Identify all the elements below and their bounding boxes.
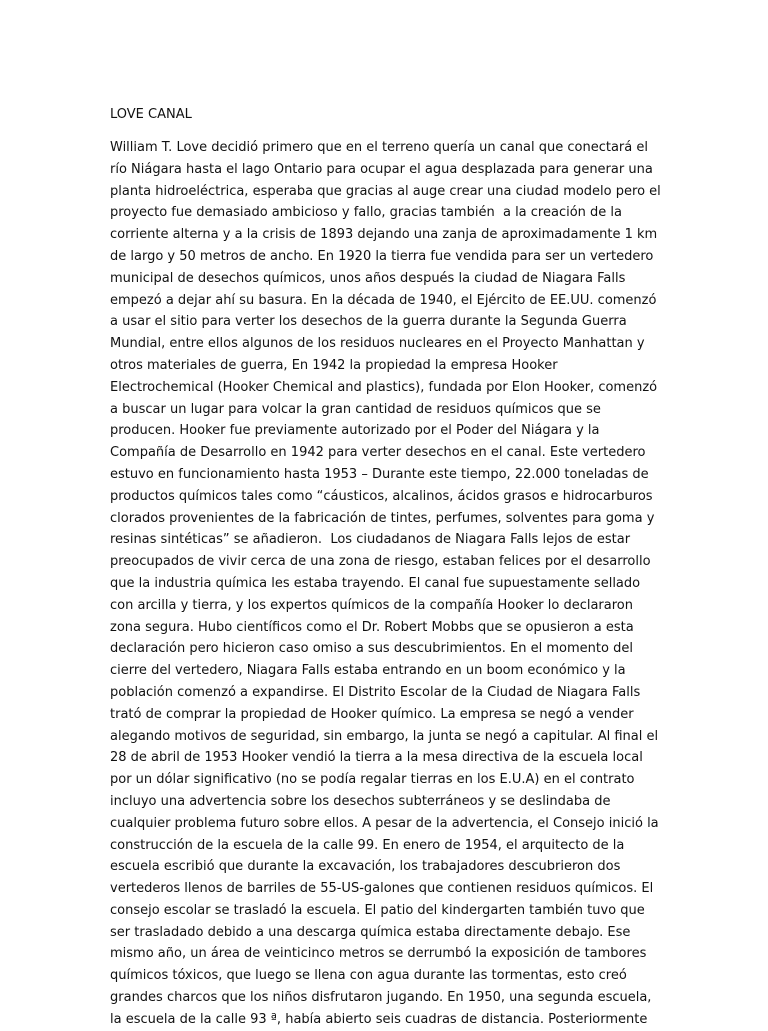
body-text-line: trató de comprar la propiedad de Hooker químico. La empresa se negó a vender: [110, 706, 634, 722]
body-text-line: clorados provenientes de la fabricación de tintes, perfumes, solventes para goma y: [110, 510, 655, 526]
body-text-line: por un dólar significativo (no se podía regalar tierras en los E.U.A) en el contrato: [110, 772, 635, 788]
body-text-line: corriente alterna y a la crisis de 1893 dejando una zanja de aproximadamente 1 km: [110, 227, 658, 243]
body-text-line: con arcilla y tierra, y los expertos químicos de la compañía Hooker lo declararon: [110, 597, 633, 613]
body-text-line: población comenzó a expandirse. El Distrito Escolar de la Ciudad de Niagara Falls: [110, 684, 641, 700]
body-text-line: incluyo una advertencia sobre los desechos subterráneos y se deslindaba de: [110, 793, 611, 809]
body-text-line: William T. Love decidió primero que en el terreno quería un canal que conectará el: [110, 140, 648, 155]
body-text-line: Mundial, entre ellos algunos de los residuos nucleares en el Proyecto Manhattan y: [110, 336, 645, 352]
body-text-line: que la industria química les estaba trayendo. El canal fue supuestamente sellado: [110, 575, 641, 591]
body-text-line: químicos tóxicos, que luego se llena con agua durante las tormentas, esto creó: [110, 968, 627, 984]
body-text-line: Compañía de Desarrollo en 1942 para verter desechos en el canal. Este vertedero: [110, 445, 646, 461]
body-text-line: producen. Hooker fue previamente autorizado por el Poder del Niágara y la: [110, 423, 600, 439]
body-text-line: alegando motivos de seguridad, sin embargo, la junta se negó a capitular. Al final el: [110, 728, 659, 744]
body-text-line: otros materiales de guerra, En 1942 la propiedad la empresa Hooker: [110, 357, 558, 373]
body-text-line: mismo año, un área de veinticinco metros se derrumbó la exposición de tambores: [110, 946, 647, 962]
body-text-line: de largo y 50 metros de ancho. En 1920 la tierra fue vendida para ser un vertedero: [110, 248, 654, 264]
body-text-line: Electrochemical (Hooker Chemical and plastics), fundada por Elon Hooker, comenzó: [110, 379, 658, 395]
body-text-line: productos químicos tales como “cáusticos, alcalinos, ácidos grasos e hidrocarburos: [110, 488, 653, 504]
body-text-line: ser trasladado debido a una descarga química estaba directamente debajo. Ese: [110, 924, 631, 940]
body-text-line: la escuela de la calle 93 ª, había abierto seis cuadras de distancia. Posteriormente: [110, 1011, 648, 1027]
body-text-line: planta hidroeléctrica, esperaba que gracias al auge crear una ciudad modelo pero el: [110, 183, 661, 199]
body-text-line: construcción de la escuela de la calle 99. En enero de 1954, el arquitecto de la: [110, 837, 625, 853]
body-text-line: escuela escribió que durante la excavación, los trabajadores descubrieron dos: [110, 859, 621, 875]
body-text-line: a buscar un lugar para volcar la gran cantidad de residuos químicos que se: [110, 401, 601, 417]
body-text-line: municipal de desechos químicos, unos años después la ciudad de Niagara Falls: [110, 270, 626, 286]
body-text-line: proyecto fue demasiado ambicioso y fallo, gracias también a la creación de la: [110, 205, 622, 221]
body-text-line: cierre del vertedero, Niagara Falls estaba entrando en un boom económico y la: [110, 663, 626, 679]
body-text-line: río Niágara hasta el lago Ontario para ocupar el agua desplazada para generar una: [110, 161, 653, 177]
body-text-line: vertederos llenos de barriles de 55-US-galones que contienen residuos químicos. El: [110, 881, 654, 897]
body-text-line: preocupados de vivir cerca de una zona de riesgo, estaban felices por el desarrollo: [110, 554, 651, 570]
document-title: LOVE CANAL: [110, 107, 192, 122]
document-body: [110, 137, 661, 1031]
body-text-line: resinas sintéticas” se añadieron. Los ciudadanos de Niagara Falls lejos de estar: [110, 532, 631, 548]
body-text-line: estuvo en funcionamiento hasta 1953 – Durante este tiempo, 22.000 toneladas de: [110, 466, 649, 482]
body-text-line: zona segura. Hubo científicos como el Dr. Robert Mobbs que se opusieron a esta: [110, 619, 634, 635]
body-text-line: 28 de abril de 1953 Hooker vendió la tierra a la mesa directiva de la escuela local: [110, 750, 643, 766]
body-text-line: a usar el sitio para verter los desechos de la guerra durante la Segunda Guerra: [110, 314, 627, 330]
body-text-line: declaración pero hicieron caso omiso a sus descubrimientos. En el momento del: [110, 641, 633, 657]
body-text-line: empezó a dejar ahí su basura. En la década de 1940, el Ejército de EE.UU. comenzó: [110, 292, 657, 308]
body-text-line: consejo escolar se trasladó la escuela. El patio del kindergarten también tuvo que: [110, 902, 645, 918]
body-text-line: cualquier problema futuro sobre ellos. A pesar de la advertencia, el Consejo inició la: [110, 815, 659, 831]
body-text-line: grandes charcos que los niños disfrutaron jugando. En 1950, una segunda escuela,: [110, 990, 652, 1006]
